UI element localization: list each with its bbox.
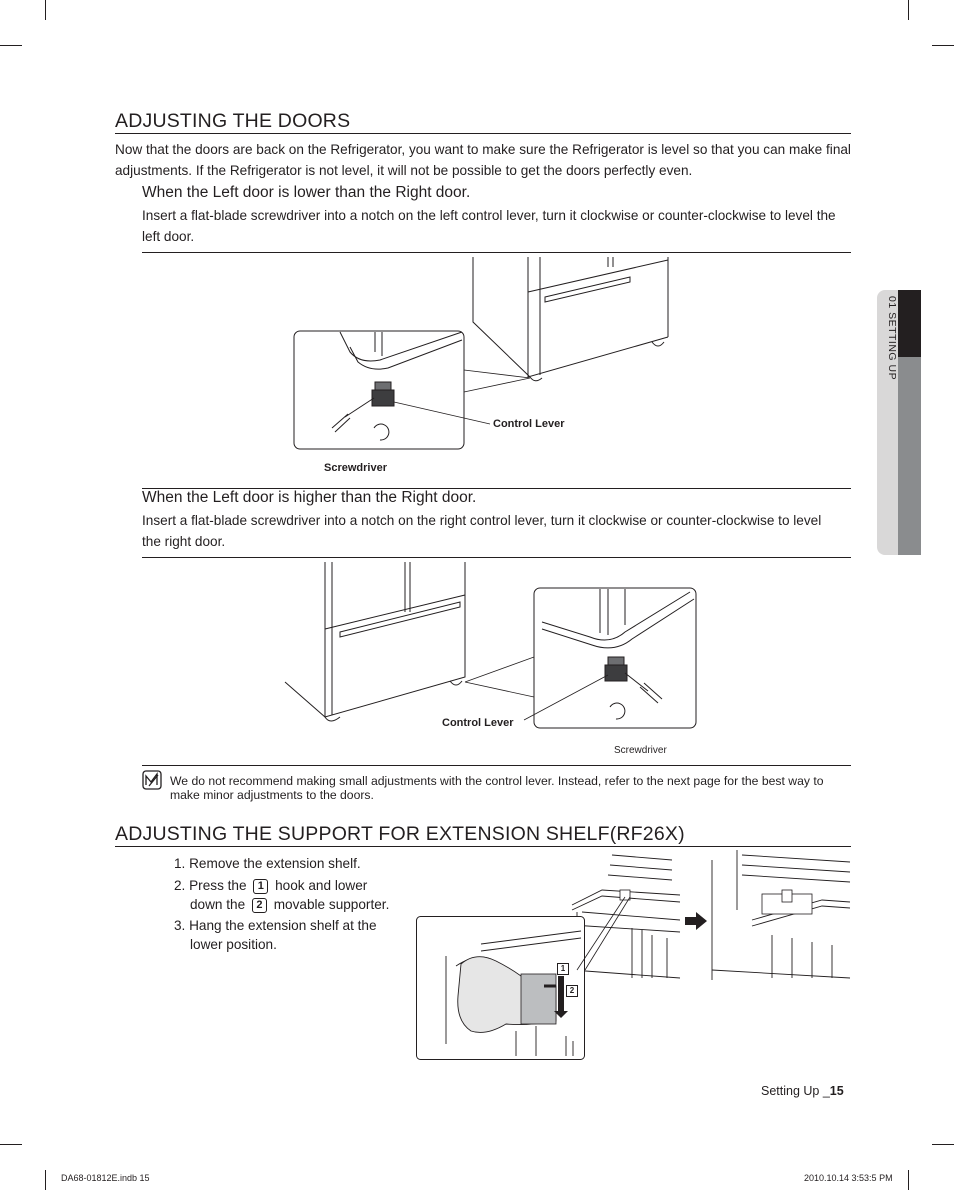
crop-mark xyxy=(932,45,954,46)
side-tab-active-marker xyxy=(898,290,921,357)
callout-leader xyxy=(575,895,635,975)
step-2-text: down the xyxy=(190,897,246,912)
note-icon xyxy=(142,770,162,790)
page-number: 15 xyxy=(829,1084,844,1098)
case1-heading: When the Left door is lower than the Right door. xyxy=(142,184,471,201)
side-tab-marker xyxy=(898,357,921,555)
note-text: We do not recommend making small adjustments with the control lever. Instead, refer to the next page for the best way to make minor adjustments to the doors. xyxy=(170,774,824,802)
section-rule xyxy=(115,846,851,847)
footer-section: Setting Up _ xyxy=(761,1084,830,1098)
crop-mark xyxy=(45,1170,46,1190)
figure-hand-inset xyxy=(416,916,586,1060)
figure-shelf-after xyxy=(712,850,852,985)
crop-mark xyxy=(45,0,46,20)
crop-mark xyxy=(0,45,22,46)
callout-number: 2 xyxy=(252,898,267,913)
side-tab-label: 01 SETTING UP xyxy=(886,296,898,381)
case2-text: Insert a flat-blade screwdriver into a notch on the right control lever, turn it clockwise or counter-clockwise to level the right door. xyxy=(142,513,822,549)
label-control-lever: Control Lever xyxy=(493,418,565,430)
arrow-right-icon xyxy=(684,911,708,931)
callout-number: 1 xyxy=(253,879,268,894)
page-footer xyxy=(761,1084,844,1098)
case2-heading: When the Left door is higher than the Right door. xyxy=(142,489,477,506)
step-2-line-1 xyxy=(174,876,367,895)
callout-2: 2 xyxy=(566,985,578,997)
step-1: 1. Remove the extension shelf. xyxy=(174,856,361,871)
section-rule xyxy=(115,133,851,134)
note-rule xyxy=(142,765,851,766)
label-control-lever: Control Lever xyxy=(442,717,514,729)
label-screwdriver: Screwdriver xyxy=(614,745,667,756)
print-slug-file: DA68-01812E.indb 15 xyxy=(61,1173,150,1183)
crop-mark xyxy=(0,1144,22,1145)
section-intro: Now that the doors are back on the Refrigerator, you want to make sure the Refrigerator is level so that you can make final adjustments. If the Refrigerator is not level, it will not be possible to get the doors perfectly even. xyxy=(115,142,851,178)
step-2-text: hook and lower xyxy=(275,878,368,893)
step-2-text: 2. Press the xyxy=(174,878,247,893)
step-3-line-2: lower position. xyxy=(190,937,277,952)
step-2-text: movable supporter. xyxy=(273,897,390,912)
step-3-line-1: 3. Hang the extension shelf at the xyxy=(174,918,377,933)
figure-left-door-higher xyxy=(280,557,700,762)
crop-mark xyxy=(908,0,909,20)
section-title-extension-shelf: ADJUSTING THE SUPPORT FOR EXTENSION SHELF(RF26X) xyxy=(115,823,685,845)
callout-1: 1 xyxy=(557,963,569,975)
section-title-adjusting-doors: ADJUSTING THE DOORS xyxy=(115,110,351,132)
step-2-line-2 xyxy=(190,895,389,914)
case1-text: Insert a flat-blade screwdriver into a notch on the left control lever, turn it clockwise or counter-clockwise to level the left door. xyxy=(142,208,836,244)
crop-mark xyxy=(908,1170,909,1190)
figure-left-door-lower xyxy=(290,252,690,482)
crop-mark xyxy=(932,1144,954,1145)
label-screwdriver: Screwdriver xyxy=(324,462,387,474)
print-slug-date: 2010.10.14 3:53:5 PM xyxy=(804,1173,893,1183)
